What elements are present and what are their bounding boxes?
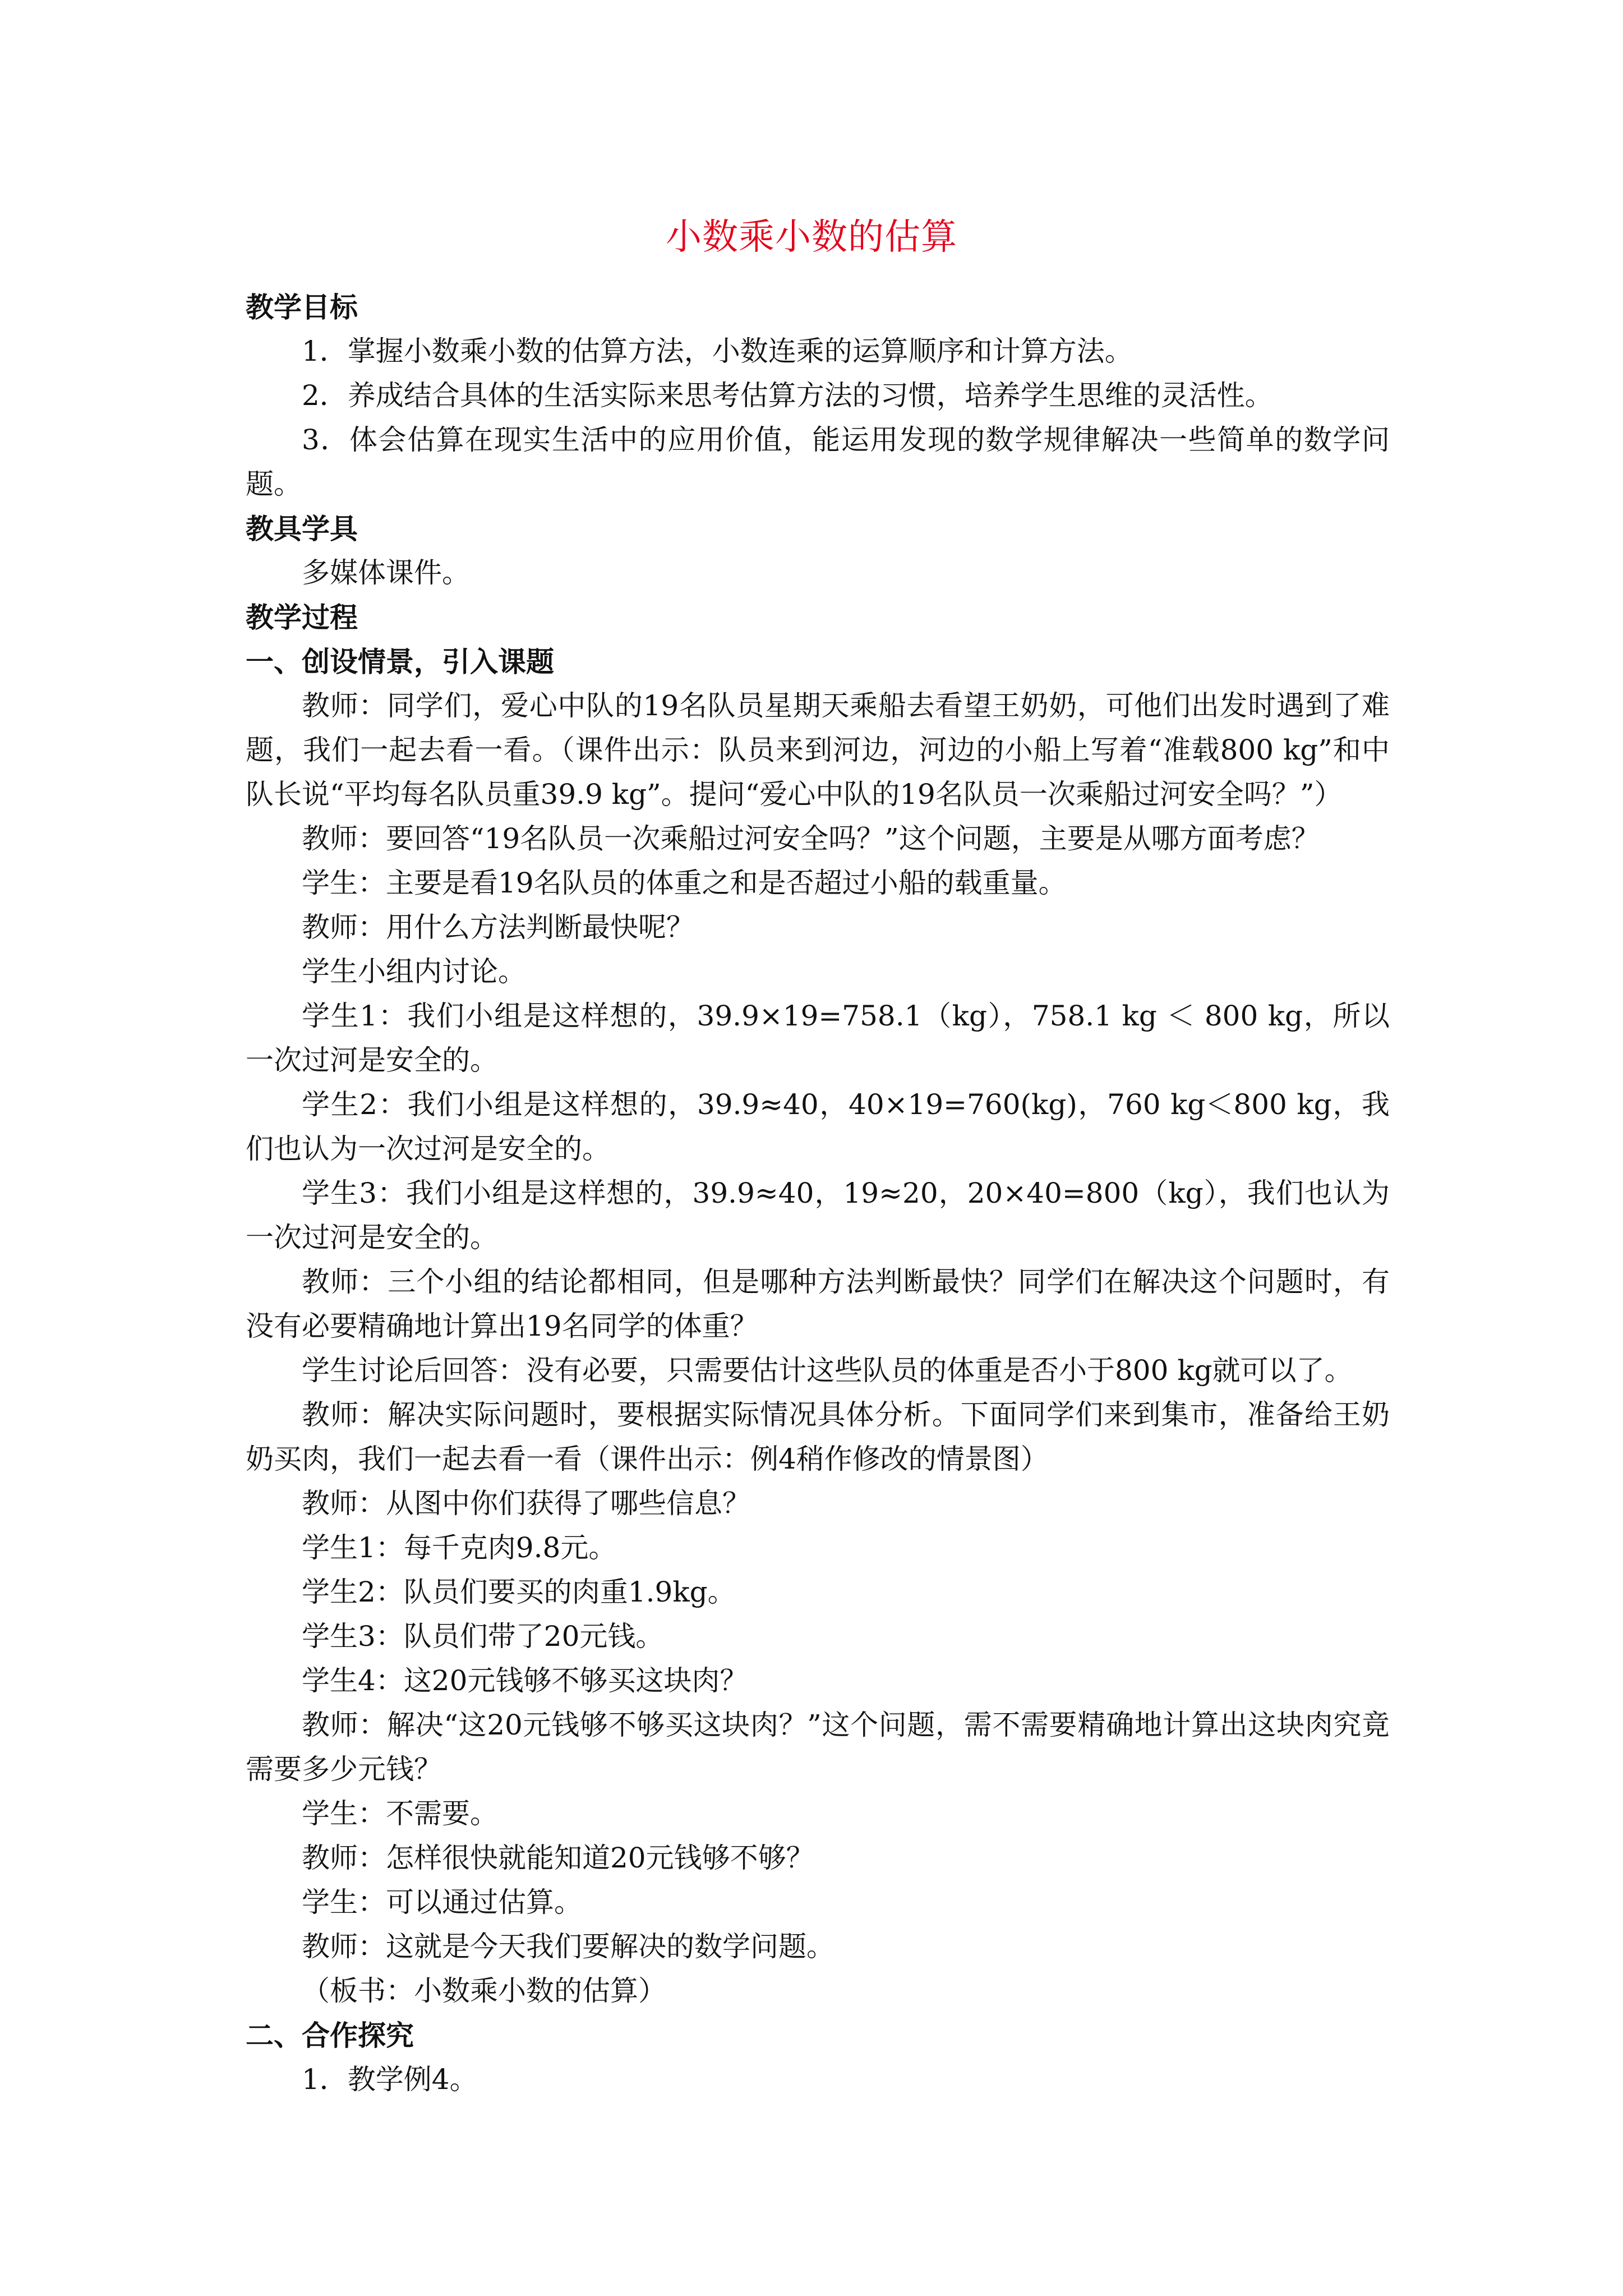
dialogue-paragraph: 教师：三个小组的结论都相同，但是哪种方法判断最快？同学们在解决这个问题时，有没有必要精确地计算出19名同学的体重？	[246, 1266, 1390, 1342]
tools-text: 多媒体课件。	[302, 556, 470, 589]
dialogue-paragraph: 学生2：我们小组是这样想的，39.9≈40，40×19=760(kg)，760 kg＜800 kg，我们也认为一次过河是安全的。	[246, 1088, 1390, 1165]
goal-item: 1．掌握小数乘小数的估算方法，小数连乘的运算顺序和计算方法。	[302, 335, 1133, 367]
dialogue-paragraph: 教师：同学们，爱心中队的19名队员星期天乘船去看望王奶奶，可他们出发时遇到了难题，我们一起去看一看。（课件出示：队员来到河边，河边的小船上写着“准载800 kg”和中队长说“平均每名队员重39.9 kg”。提问“爱心中队的19名队员一次乘船过河安全吗？”）	[246, 689, 1390, 811]
dialogue-paragraph: 教师：从图中你们获得了哪些信息？	[302, 1487, 750, 1520]
dialogue-paragraph: 学生小组内讨论。	[302, 955, 526, 988]
dialogue-paragraph: 学生2：队员们要买的肉重1.9kg。	[302, 1576, 736, 1608]
dialogue-paragraph: 学生3：我们小组是这样想的，39.9≈40，19≈20，20×40=800（kg），我们也认为一次过河是安全的。	[246, 1177, 1390, 1254]
dialogue-paragraph: 教师：这就是今天我们要解决的数学问题。	[302, 1930, 834, 1963]
dialogue-paragraph: 学生1：我们小组是这样想的，39.9×19=758.1（kg），758.1 kg ＜ 800 kg，所以一次过河是安全的。	[246, 1000, 1390, 1076]
page-title: 小数乘小数的估算	[666, 217, 957, 258]
dialogue-paragraph: 教师：用什么方法判断最快呢？	[302, 911, 694, 944]
subsection-heading-part1: 一、创设情景，引入课题	[246, 645, 554, 678]
board-note: （板书：小数乘小数的估算）	[302, 1975, 666, 2007]
dialogue-paragraph: 学生：不需要。	[302, 1797, 498, 1830]
section-heading-tools: 教具学具	[246, 512, 358, 545]
dialogue-paragraph: 学生：可以通过估算。	[302, 1886, 582, 1918]
document-body	[246, 285, 1390, 2102]
dialogue-paragraph: 学生1：每千克肉9.8元。	[302, 1531, 617, 1564]
dialogue-paragraph: 学生：主要是看19名队员的体重之和是否超过小船的载重量。	[302, 867, 1067, 899]
dialogue-paragraph: 学生讨论后回答：没有必要，只需要估计这些队员的体重是否小于800 kg就可以了。	[302, 1354, 1353, 1387]
dialogue-paragraph: 学生3：队员们带了20元钱。	[302, 1620, 664, 1653]
subsection-heading-part2: 二、合作探究	[246, 2019, 414, 2052]
section-heading-process: 教学过程	[246, 601, 358, 634]
goal-item: 3．体会估算在现实生活中的应用价值，能运用发现的数学规律解决一些简单的数学问题。	[246, 424, 1390, 500]
dialogue-paragraph: 学生4：这20元钱够不够买这块肉？	[302, 1664, 748, 1697]
dialogue-paragraph: 教师：怎样很快就能知道20元钱够不够？	[302, 1842, 814, 1874]
dialogue-paragraph: 教师：解决“这20元钱够不够买这块肉？”这个问题，需不需要精确地计算出这块肉究竟需要多少元钱？	[246, 1709, 1390, 1786]
section-heading-goals: 教学目标	[246, 291, 358, 324]
dialogue-paragraph: 教师：要回答“19名队员一次乘船过河安全吗？”这个问题，主要是从哪方面考虑？	[302, 822, 1320, 855]
dialogue-paragraph: 教师：解决实际问题时，要根据实际情况具体分析。下面同学们来到集市，准备给王奶奶买肉，我们一起去看一看（课件出示：例4稍作修改的情景图）	[246, 1398, 1390, 1475]
goal-item: 2．养成结合具体的生活实际来思考估算方法的习惯，培养学生思维的灵活性。	[302, 379, 1273, 412]
part2-item: 1．教学例4。	[302, 2063, 478, 2096]
